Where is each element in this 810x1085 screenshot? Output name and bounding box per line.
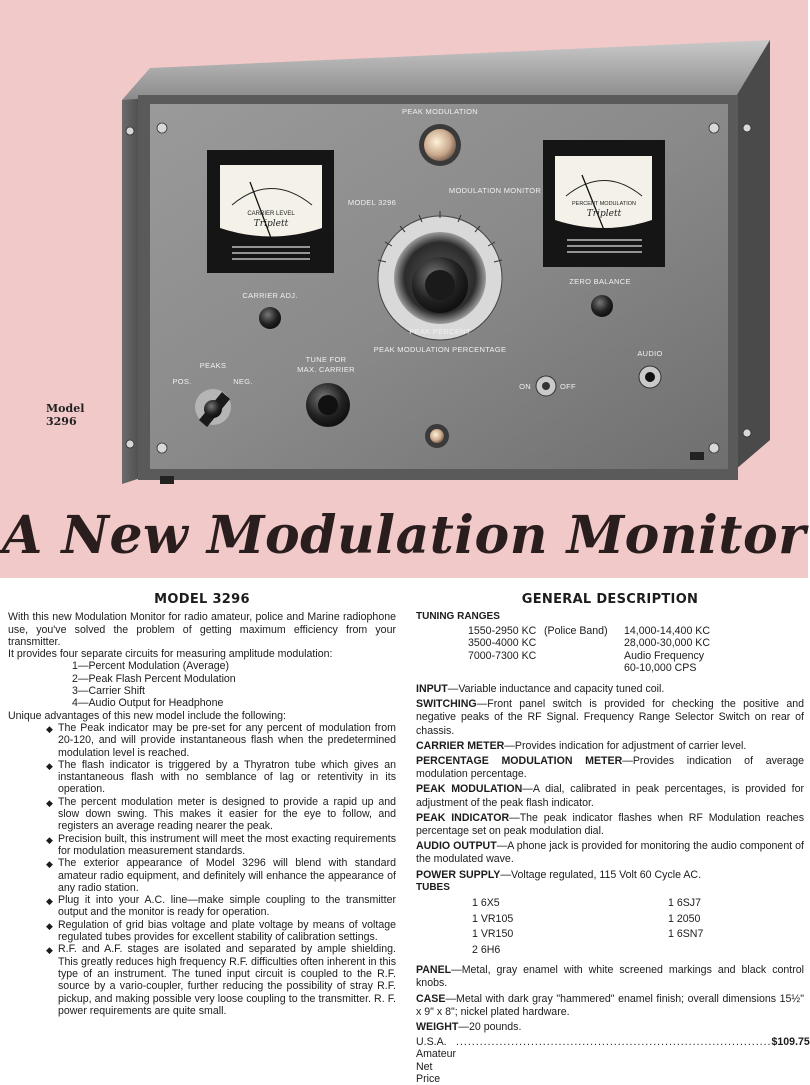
spec-input (416, 683, 804, 696)
spec-label: WEIGHT (416, 1020, 459, 1033)
left-meter-brand: Triplett (253, 219, 289, 229)
panel-modulation-monitor: MODULATION MONITOR (448, 186, 542, 195)
spec-text: —Variable inductance and capacity tuned coil. (447, 682, 665, 695)
spec-label: POWER SUPPLY (416, 868, 501, 881)
table-cell: 60-10,000 CPS (624, 662, 697, 675)
spec-label: PANEL (416, 964, 452, 977)
list-item: 1—Percent Modulation (Average) (72, 660, 230, 673)
tubes-title: TUBES (416, 881, 450, 893)
spec-weight (416, 1021, 804, 1034)
pos-label: POS. (172, 377, 192, 386)
circuit-list (8, 660, 396, 709)
table-cell (526, 662, 624, 675)
peak-modulation-label: PEAK MODULATION (401, 107, 479, 116)
left-title: MODEL 3296 (154, 592, 250, 607)
neg-label: NEG. (233, 377, 253, 386)
table-cell: 1 VR105 (472, 912, 514, 925)
list-item (8, 722, 396, 759)
spec-text: —20 pounds. (458, 1020, 522, 1033)
diamond-bullet-icon: ◆ (46, 859, 53, 870)
diamond-bullet-icon: ◆ (46, 834, 53, 845)
zero-balance-label: ZERO BALANCE (569, 277, 631, 286)
list-item (8, 796, 396, 833)
list-item (8, 833, 396, 858)
spec-percentage-meter (416, 755, 804, 781)
advantage-text: The percent modulation meter is designed to provide a rapid up and slow down swing. This makes it easier for the eye to follow, and registers an average reading nearer the peak. (58, 795, 396, 833)
right-title: GENERAL DESCRIPTION (521, 592, 699, 607)
intro-paragraph: With this new Modulation Monitor for radio amateur, police and Marine radiophone use, you've solved the problem of getting maximum efficiency from your transmitter. (8, 611, 396, 648)
spec-carrier-meter (416, 740, 804, 753)
spec-label: PEAK INDICATOR (416, 811, 510, 824)
spec-text: —Front panel switch is provided for checking the positive and negative peaks of the RF Signal. Frequency Range Selector Switch on rear of chassis. (416, 698, 804, 737)
price-line (416, 1036, 810, 1085)
spec-text: —A dial, calibrated in peak percentages, is provided for adjustment of the peak flash indicator. (416, 783, 804, 809)
table-cell: 1 VR150 (472, 928, 514, 941)
diamond-bullet-icon: ◆ (46, 945, 53, 956)
spec-label: INPUT (416, 682, 448, 695)
peak-mod-percentage-label: PEAK MODULATION PERCENTAGE (373, 345, 507, 354)
model-caption-line: Model (46, 402, 85, 415)
table-cell (526, 637, 624, 650)
spec-text: —Provides indication of average modulation percentage. (416, 754, 804, 781)
list-item: 4—Audio Output for Headphone (72, 697, 224, 710)
right-meter-brand: Triplett (586, 209, 622, 219)
list-item (8, 759, 396, 796)
advantages-list (8, 722, 396, 1017)
panel-model-label: MODEL 3296 (347, 198, 397, 207)
table-cell (526, 650, 624, 663)
off-label: OFF (560, 382, 576, 391)
table-cell: 1 6X5 (472, 897, 500, 910)
table-cell: (Police Band) (544, 624, 608, 637)
right-meter-label: PERCENT MODULATION (572, 201, 636, 207)
spec-switching (416, 698, 804, 738)
model-caption (46, 402, 84, 428)
diamond-bullet-icon: ◆ (46, 760, 53, 771)
price-leader: ................................................................................ (456, 1036, 772, 1049)
spec-text: —Metal, gray enamel with white screened markings and black control knobs. (416, 964, 804, 990)
left-meter-label: CARRIER LEVEL (247, 211, 295, 217)
peak-percent-label: PEAK PERCENT (409, 327, 471, 336)
advantage-text: Precision built, this instrument will meet the most exacting requirements for modulation measurement standards. (58, 832, 396, 857)
headline: A New Modulation Monitor (1, 505, 807, 566)
diamond-bullet-icon: ◆ (46, 920, 53, 931)
spec-label: CARRIER METER (416, 739, 505, 752)
diamond-bullet-icon: ◆ (46, 896, 53, 907)
spec-peak-modulation (416, 783, 804, 809)
list-item: 3—Carrier Shift (72, 685, 145, 698)
price-value: $109.75 (771, 1036, 810, 1049)
audio-label: AUDIO (637, 349, 663, 358)
spec-text: —Provides indication for adjustment of carrier level. (504, 739, 747, 752)
peaks-label: PEAKS (199, 361, 227, 370)
list-item (8, 894, 396, 919)
table-cell (668, 943, 788, 959)
tuning-ranges-table (416, 625, 804, 675)
spec-text: —Metal with dark gray "hammered" enamel finish; overall dimensions 15½" x 9" x 8"; nickel plated hardware. (416, 992, 804, 1018)
advantage-text: Plug it into your A.C. line—make simple coupling to the transmitter output and the monitor is ready for operation. (58, 894, 396, 919)
max-carrier-label: MAX. CARRIER (297, 365, 355, 374)
advantage-text: The flash indicator is triggered by a Thyratron tube which gives an instantaneous flash with no semblance of lag or retentivity in its operation. (58, 758, 396, 796)
spec-text: —Voltage regulated, 115 Volt 60 Cycle AC. (500, 868, 702, 881)
spec-label: SWITCHING (416, 698, 477, 711)
spec-label: PERCENTAGE MODULATION METER (416, 754, 623, 767)
table-cell: Audio Frequency (624, 649, 705, 662)
diamond-bullet-icon: ◆ (46, 797, 53, 808)
price-label: U.S.A. Amateur Net Price (416, 1036, 457, 1085)
list-item (8, 943, 396, 1017)
tuning-ranges-title: TUNING RANGES (416, 611, 500, 623)
spec-panel (416, 964, 804, 990)
diamond-bullet-icon: ◆ (46, 723, 53, 734)
spec-power-supply (416, 869, 804, 882)
circuits-intro: It provides four separate circuits for measuring amplitude modulation: (8, 648, 333, 661)
model-caption-number: 3296 (46, 415, 77, 428)
right-column (416, 592, 810, 1085)
list-item (8, 919, 396, 944)
carrier-adj-label: CARRIER ADJ. (242, 291, 298, 300)
advantage-text: The Peak indicator may be pre-set for any percent of modulation from 20-120, and will provide instantaneous flash when the predetermined modulation level is reached. (58, 721, 396, 759)
table-cell: 1 6SN7 (668, 928, 704, 941)
spec-label: PEAK MODULATION (416, 783, 523, 796)
table-cell: 2 6H6 (472, 943, 501, 956)
spec-text: —A phone jack is provided for monitoring the audio component of the modulated wave. (416, 840, 804, 866)
table-cell: 3500-4000 KC (468, 637, 537, 650)
spec-label: CASE (416, 992, 446, 1005)
list-item: 2—Peak Flash Percent Modulation (72, 672, 236, 685)
advantage-text: R.F. and A.F. stages are isolated and separated by ample shielding. This greatly reduces high frequency R.F. difficulties often inherent in this type of an instrument. The tuned input circuit is coupled to the R.F. source by a vario-coupler, further reducing the possibility of stray R.F. pickup, and making possible very loose coupling to the transmitter. R. F. power requirements are quite small. (58, 943, 396, 1017)
spec-case (416, 993, 804, 1019)
table-cell: 28,000-30,000 KC (624, 637, 710, 650)
advantage-text: Regulation of grid bias voltage and plate voltage by means of voltage regulated tubes provides for excellent stability of calibration settings. (58, 918, 396, 944)
table-cell: 7000-7300 KC (468, 649, 537, 662)
table-cell (468, 662, 526, 675)
table-cell: 1550-2950 KC (468, 624, 537, 637)
list-item (8, 857, 396, 894)
tubes-table (416, 896, 804, 958)
on-label: ON (519, 382, 531, 391)
left-column (8, 592, 396, 1017)
table-cell: 1 6SJ7 (668, 897, 701, 910)
table-cell: 1 2050 (668, 912, 701, 925)
tune-for-label: TUNE FOR (305, 355, 347, 364)
spec-peak-indicator (416, 812, 804, 838)
spec-text: —The peak indicator flashes when RF Modulation reaches percentage set on peak modulation dial. (416, 811, 804, 837)
advantages-intro: Unique advantages of this new model include the following: (8, 709, 286, 722)
spec-audio-output (416, 840, 804, 866)
spec-label: AUDIO OUTPUT (416, 840, 497, 853)
table-cell: 14,000-14,400 KC (624, 624, 710, 637)
advantage-text: The exterior appearance of Model 3296 will blend with standard amateur radio equipment, and definitely will enhance the appearance of any radio station. (58, 857, 396, 894)
